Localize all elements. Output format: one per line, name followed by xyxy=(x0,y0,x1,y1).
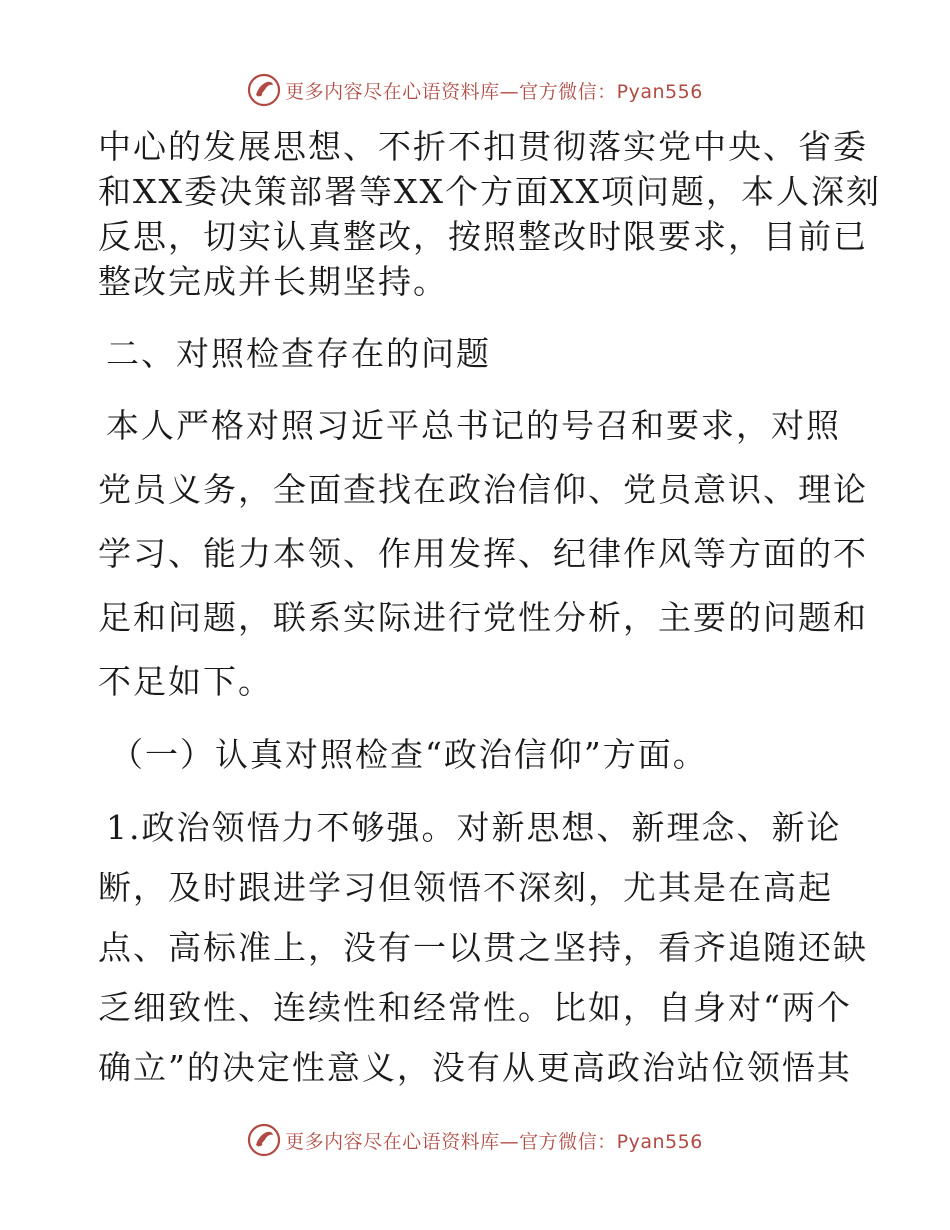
watermark-header xyxy=(0,70,950,110)
paragraph-line: 本人严格对照习近平总书记的号召和要求，对照 xyxy=(106,406,841,445)
subsection-heading: （一）认真对照检查“政治信仰”方面。 xyxy=(110,735,708,774)
paragraph-line: 点、高标准上，没有一以贯之坚持，看齐追随还缺 xyxy=(98,928,868,967)
section-heading: 二、对照检查存在的问题 xyxy=(106,334,491,373)
paragraph-line: 党员义务，全面查找在政治信仰、党员意识、理论 xyxy=(98,470,868,509)
watermark-text: 更多内容尽在心语资料库—官方微信：Pyan556 xyxy=(285,80,703,103)
paragraph-line: 确立”的决定性意义，没有从更高政治站位领悟其 xyxy=(98,1048,852,1087)
paragraph-line: 和XX委决策部署等XX个方面XX项问题，本人深刻 xyxy=(98,172,881,211)
paragraph-line: 乏细致性、连续性和经常性。比如，自身对“两个 xyxy=(98,988,852,1027)
paragraph-line: 不足如下。 xyxy=(98,662,273,701)
paragraph-line: 足和问题，联系实际进行党性分析，主要的问题和 xyxy=(98,598,868,637)
watermark-text: 更多内容尽在心语资料库—官方微信：Pyan556 xyxy=(285,1130,703,1153)
paragraph-line: 1.政治领悟力不够强。对新思想、新理念、新论 xyxy=(106,808,842,847)
paragraph-line: 整改完成并长期坚持。 xyxy=(98,262,448,301)
paragraph-line: 学习、能力本领、作用发挥、纪律作风等方面的不 xyxy=(98,534,868,573)
brand-logo-icon xyxy=(247,73,281,107)
paragraph-line: 反思，切实认真整改，按照整改时限要求，目前已 xyxy=(98,217,868,256)
paragraph-line: 断，及时跟进学习但领悟不深刻，尤其是在高起 xyxy=(98,868,833,907)
watermark-footer xyxy=(0,1120,950,1160)
brand-logo-icon xyxy=(247,1123,281,1157)
document-body xyxy=(98,124,881,1090)
paragraph-line: 中心的发展思想、不折不扣贯彻落实党中央、省委 xyxy=(98,127,868,166)
